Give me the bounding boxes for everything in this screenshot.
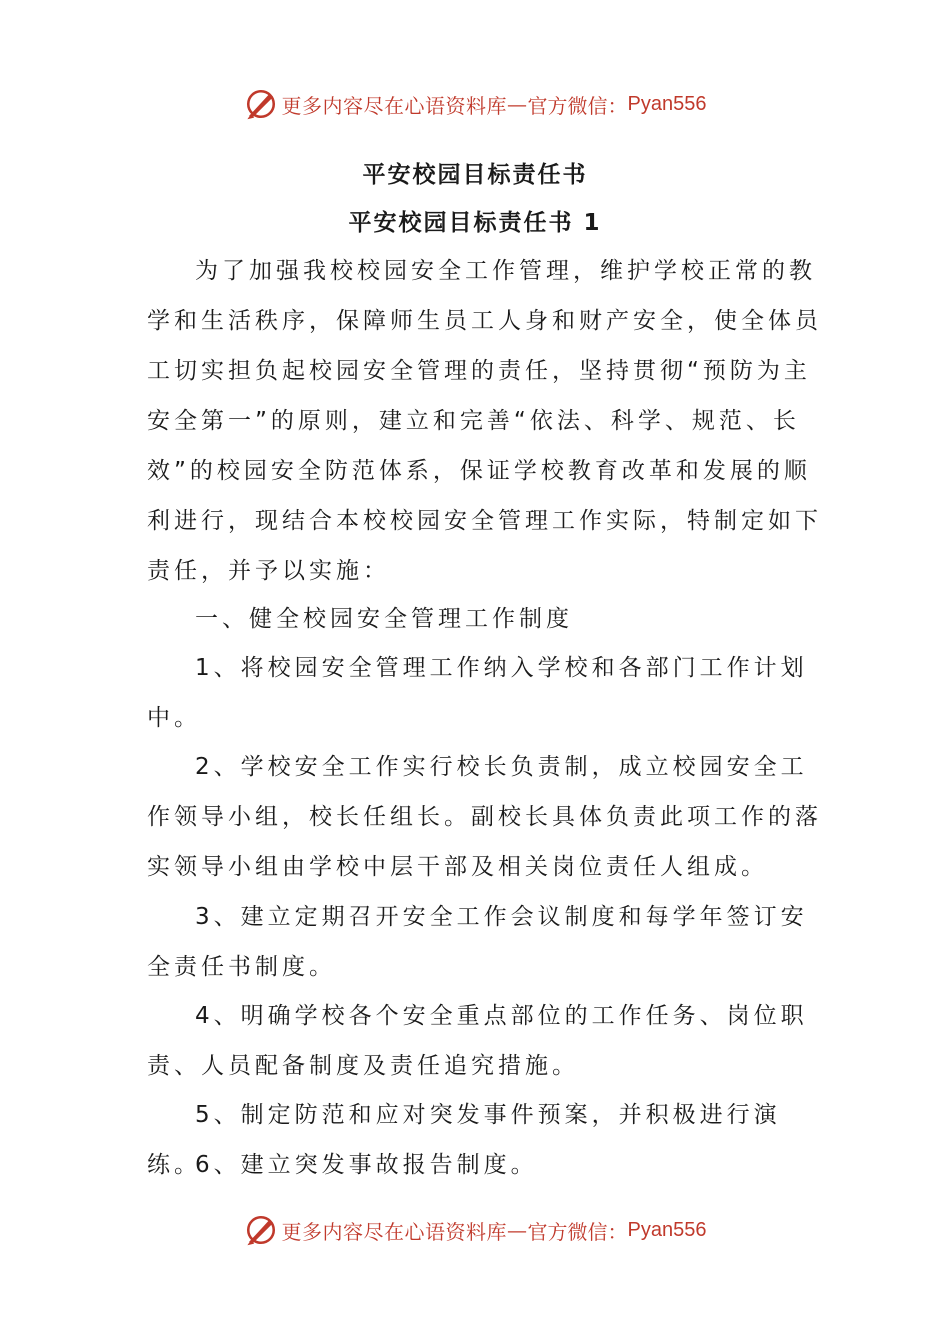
pen-logo-icon [244, 87, 278, 121]
wechat-label: 官方微信： [527, 93, 628, 118]
promo-text: 更多内容尽在心语资料库 [281, 1219, 508, 1244]
promo-dash: — [507, 92, 528, 116]
list-item: 4、明确学校各个安全重点部位的工作任务、岗位职责、人员配备制度及责任追究措施。 [147, 1003, 808, 1079]
list-item: 3、建立定期召开安全工作会议制度和每学年签订安全责任书制度。 [147, 904, 808, 980]
wechat-label: 官方微信： [527, 1219, 628, 1244]
list-item: 5、制定防范和应对突发事件预案，并积极进行演练。 [147, 1102, 781, 1178]
footer-promo-banner [0, 1210, 950, 1250]
promo-dash: — [507, 1218, 528, 1242]
list-item: 1、将校园安全管理工作纳入学校和各部门工作计划中。 [147, 655, 808, 731]
promo-text: 更多内容尽在心语资料库 [281, 93, 508, 118]
header-promo-banner [0, 84, 950, 124]
document-title: 平安校园目标责任书 [362, 162, 588, 188]
wechat-id: Pyan556 [627, 92, 707, 115]
document-subtitle: 平安校园目标责任书 1 [348, 210, 602, 236]
intro-paragraph: 为了加强我校校园安全工作管理，维护学校正常的教学和生活秩序，保障师生员工人身和财产安全，使全体员工切实担负起校园安全管理的责任，坚持贯彻“预防为主安全第一”的原则，建立和完善“依法、科学、规范、长效”的校园安全防范体系，保证学校教育改革和发展的顺利进行，现结合本校校园安全管理工作实际，特制定如下责任，并予以实施： [147, 258, 822, 584]
wechat-id: Pyan556 [627, 1218, 707, 1241]
section-heading: 一、健全校园安全管理工作制度 [195, 606, 573, 632]
pen-logo-icon [244, 1213, 278, 1247]
list-item: 6、建立突发事故报告制度。 [195, 1152, 538, 1178]
list-item: 2、学校安全工作实行校长负责制，成立校园安全工作领导小组，校长任组长。副校长具体负责此项工作的落实领导小组由学校中层干部及相关岗位责任人组成。 [147, 754, 822, 880]
